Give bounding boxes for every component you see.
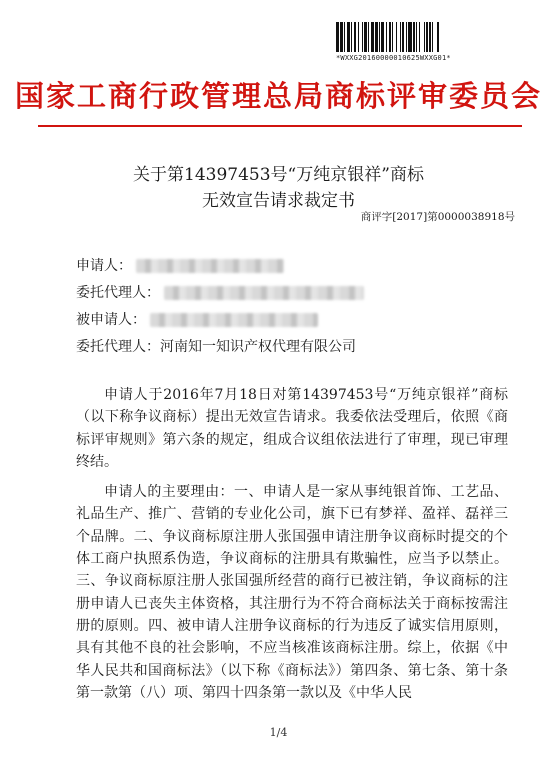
party-label: 委托代理人： [76, 339, 160, 355]
agency-header: 国家工商行政管理总局商标评审委员会 [14, 79, 542, 113]
paragraph: 申请人于2016年7月18日对第14397453号“万纯京银祥”商标（以下称争议商标）提出无效宣告请求。我委依法受理后，依照《商标评审规则》第六条的规定，组成合议组依法进行了审理，现已审理终结。 [76, 387, 508, 470]
party-applicant [76, 256, 284, 276]
page-number: 1/4 [269, 726, 288, 739]
document-title-line2: 无效宣告请求裁定书 [202, 191, 355, 211]
barcode-text: *WXXG20160000010625WXXG01* [336, 54, 451, 62]
party-applicant-agent [76, 283, 364, 303]
barcode [336, 22, 506, 62]
party-label: 申请人： [76, 258, 132, 274]
party-value: 河南知一知识产权代理有限公司 [160, 339, 356, 355]
party-respondent [76, 310, 318, 330]
barcode-bar [439, 22, 440, 52]
paragraph: 申请人的主要理由：一、申请人是一家从事纯银首饰、工艺品、礼品生产、推广、营销的专业化公司，旗下已有梦祥、盈祥、磊祥三个品牌。二、争议商标原注册人张国强申请注册争议商标时提交的个体工商户执照系伪造，争议商标的注册具有欺骗性，应当予以禁止。三、争议商标原注册人张国强所经营的商行已被注销，争议商标的注册申请人已丧失主体资格，其注册行为不符合商标法关于商标按需注册的原则。四、被申请人注册争议商标的行为违反了诚实信用原则，具有其他不良的社会影响，不应当核准该商标注册。综上，依据《中华人民共和国商标法》（以下称《商标法》）第四条、第七条、第十条第一款第（八）项、第四十四条第一款以及《中华人民 [76, 484, 508, 701]
document-body [76, 384, 508, 704]
party-label: 被申请人： [76, 312, 146, 328]
party-label: 委托代理人： [76, 285, 160, 301]
party-respondent-agent [76, 337, 356, 357]
header-divider [38, 125, 522, 127]
barcode-bars [336, 22, 506, 52]
document-title-line1: 关于第14397453号“万纯京银祥”商标 [133, 165, 424, 185]
redacted-value [150, 313, 318, 327]
document-number: 商评字[2017]第0000038918号 [360, 211, 515, 223]
redacted-value [164, 286, 364, 300]
redacted-value [136, 259, 284, 273]
